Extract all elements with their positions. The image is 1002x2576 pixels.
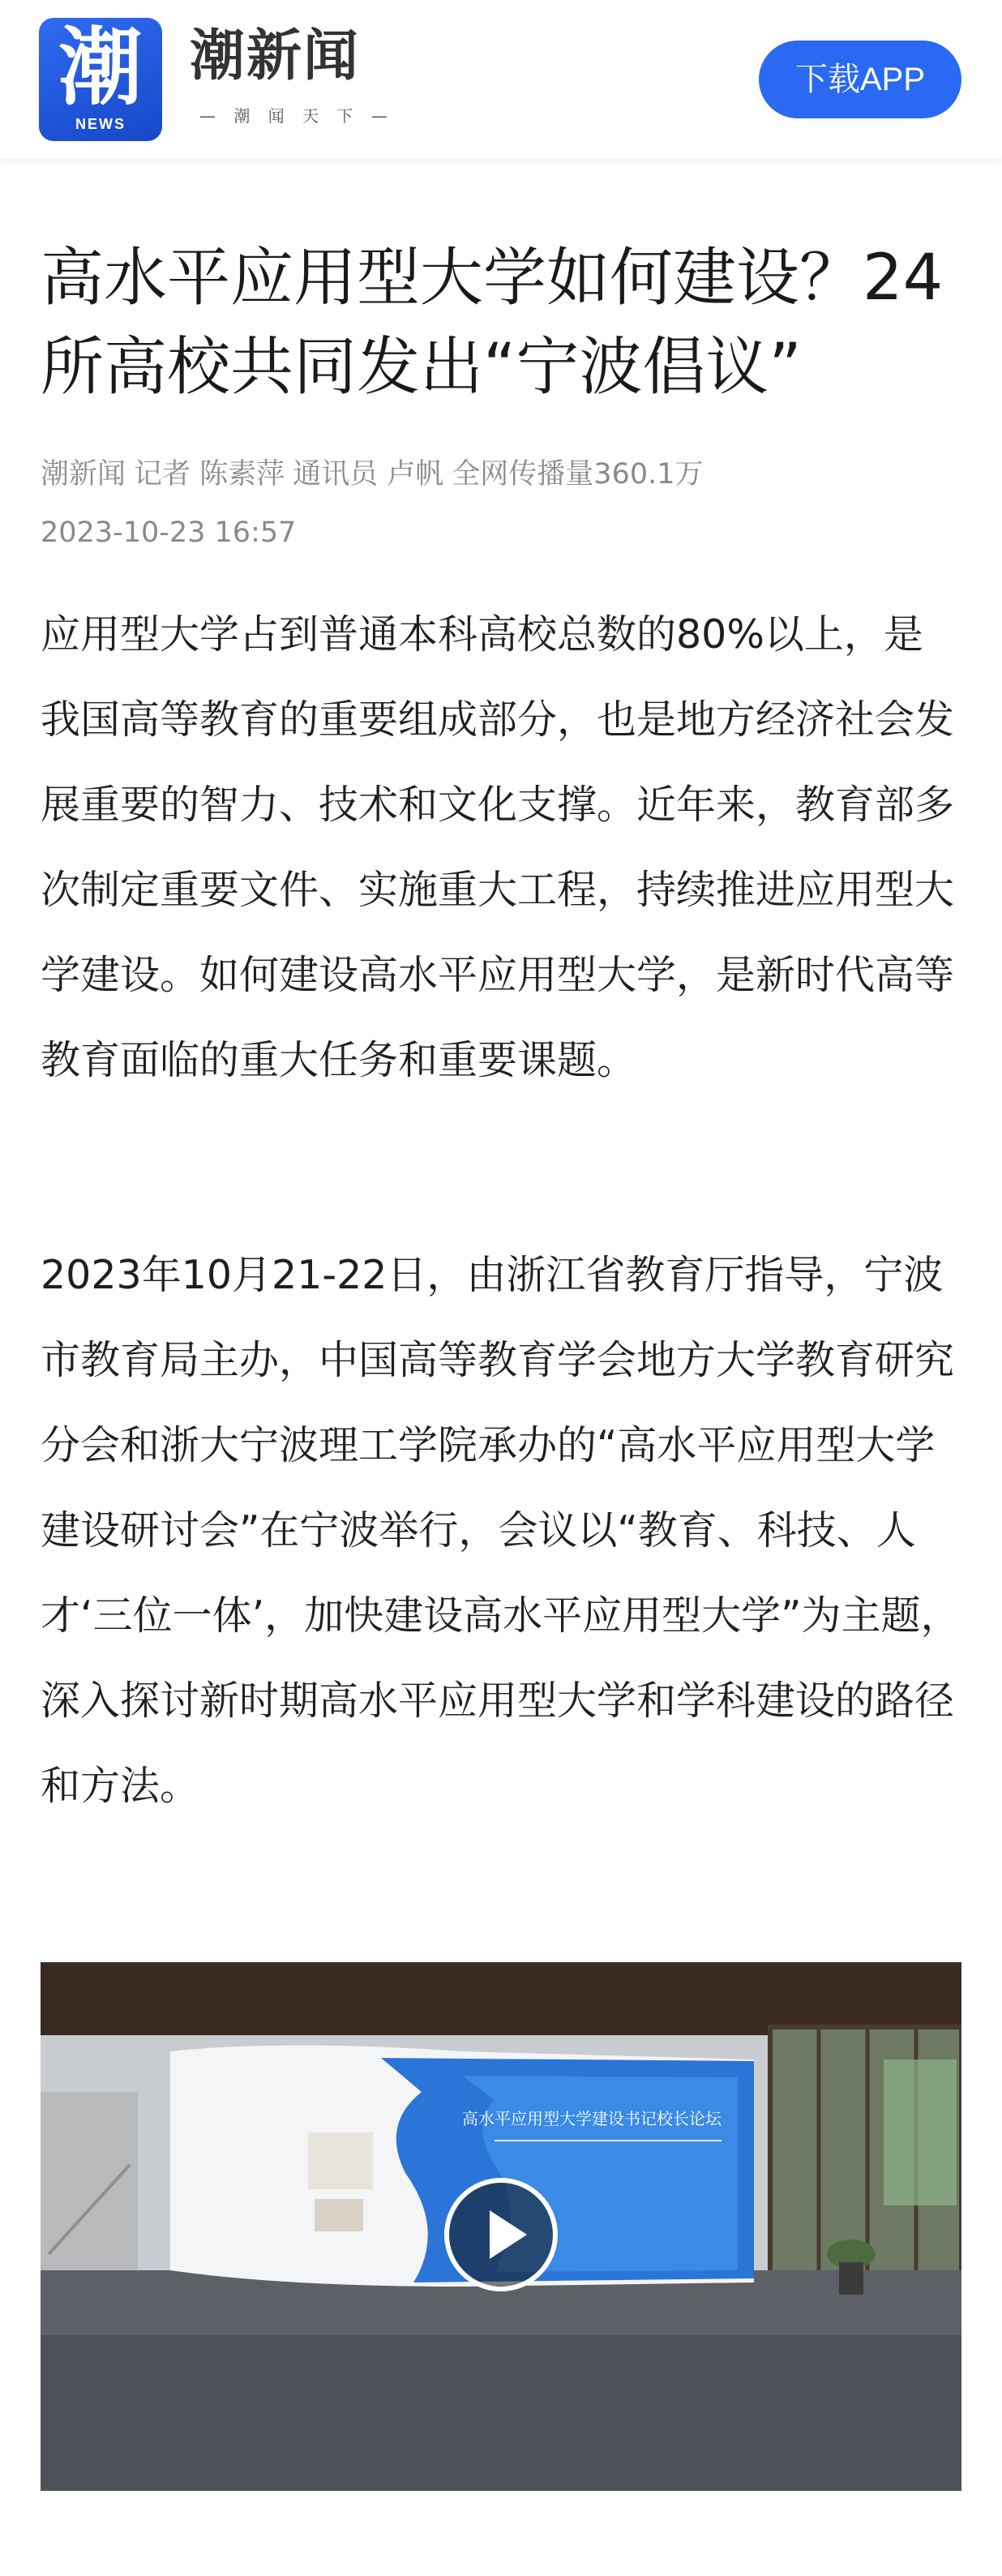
play-button[interactable] — [444, 2178, 558, 2291]
logo-news-text: NEWS — [75, 116, 126, 132]
app-logo[interactable] — [39, 18, 162, 141]
top-header — [0, 0, 1002, 159]
meta-correspondent: 通讯员 卢帆 — [293, 458, 444, 491]
brand-name: 潮新闻 — [190, 24, 361, 88]
article-meta — [41, 454, 973, 495]
meta-source: 潮新闻 — [41, 458, 126, 491]
article-paragraph-1: 应用型大学占到普通本科高校总数的80%以上，是我国高等教育的重要组成部分，也是地方经济社会发展重要的智力、技术和文化支撑。近年来，教育部多次制定重要文件、实施重大工程，持续推进应用型大学建设。如何建设高水平应用型大学，是新时代高等教育面临的重大任务和重要课题。 — [41, 611, 955, 1083]
download-app-button[interactable]: 下载APP — [759, 41, 961, 118]
article-paragraph-2: 2023年10月21-22日，由浙江省教育厅指导，宁波市教育局主办，中国高等教育学会地方大学教育研究分会和浙大宁波理工学院承办的“高水平应用型大学建设研讨会”在宁波举行，会议以“教育、科技、人才‘三位一体’，加快建设高水平应用型大学”为主题，深入探讨新时期高水平应用型大学和学科建设的路径和方法。 — [41, 1252, 961, 1809]
article-video[interactable] — [41, 1962, 961, 2491]
backdrop-title: 高水平应用型大学建设书记校长论坛 — [462, 2109, 722, 2128]
logo-character: 潮 — [58, 18, 143, 117]
meta-views: 全网传播量360.1万 — [452, 458, 704, 491]
meta-reporter: 记者 陈素萍 — [134, 458, 285, 491]
play-icon — [490, 2210, 527, 2259]
article-title: 高水平应用型大学如何建设？24所高校共同发出“宁波倡议” — [41, 242, 944, 404]
article-date: 2023-10-23 16:57 — [41, 516, 297, 549]
brand-slogan: — 潮 闻 天 下 — — [199, 106, 394, 126]
